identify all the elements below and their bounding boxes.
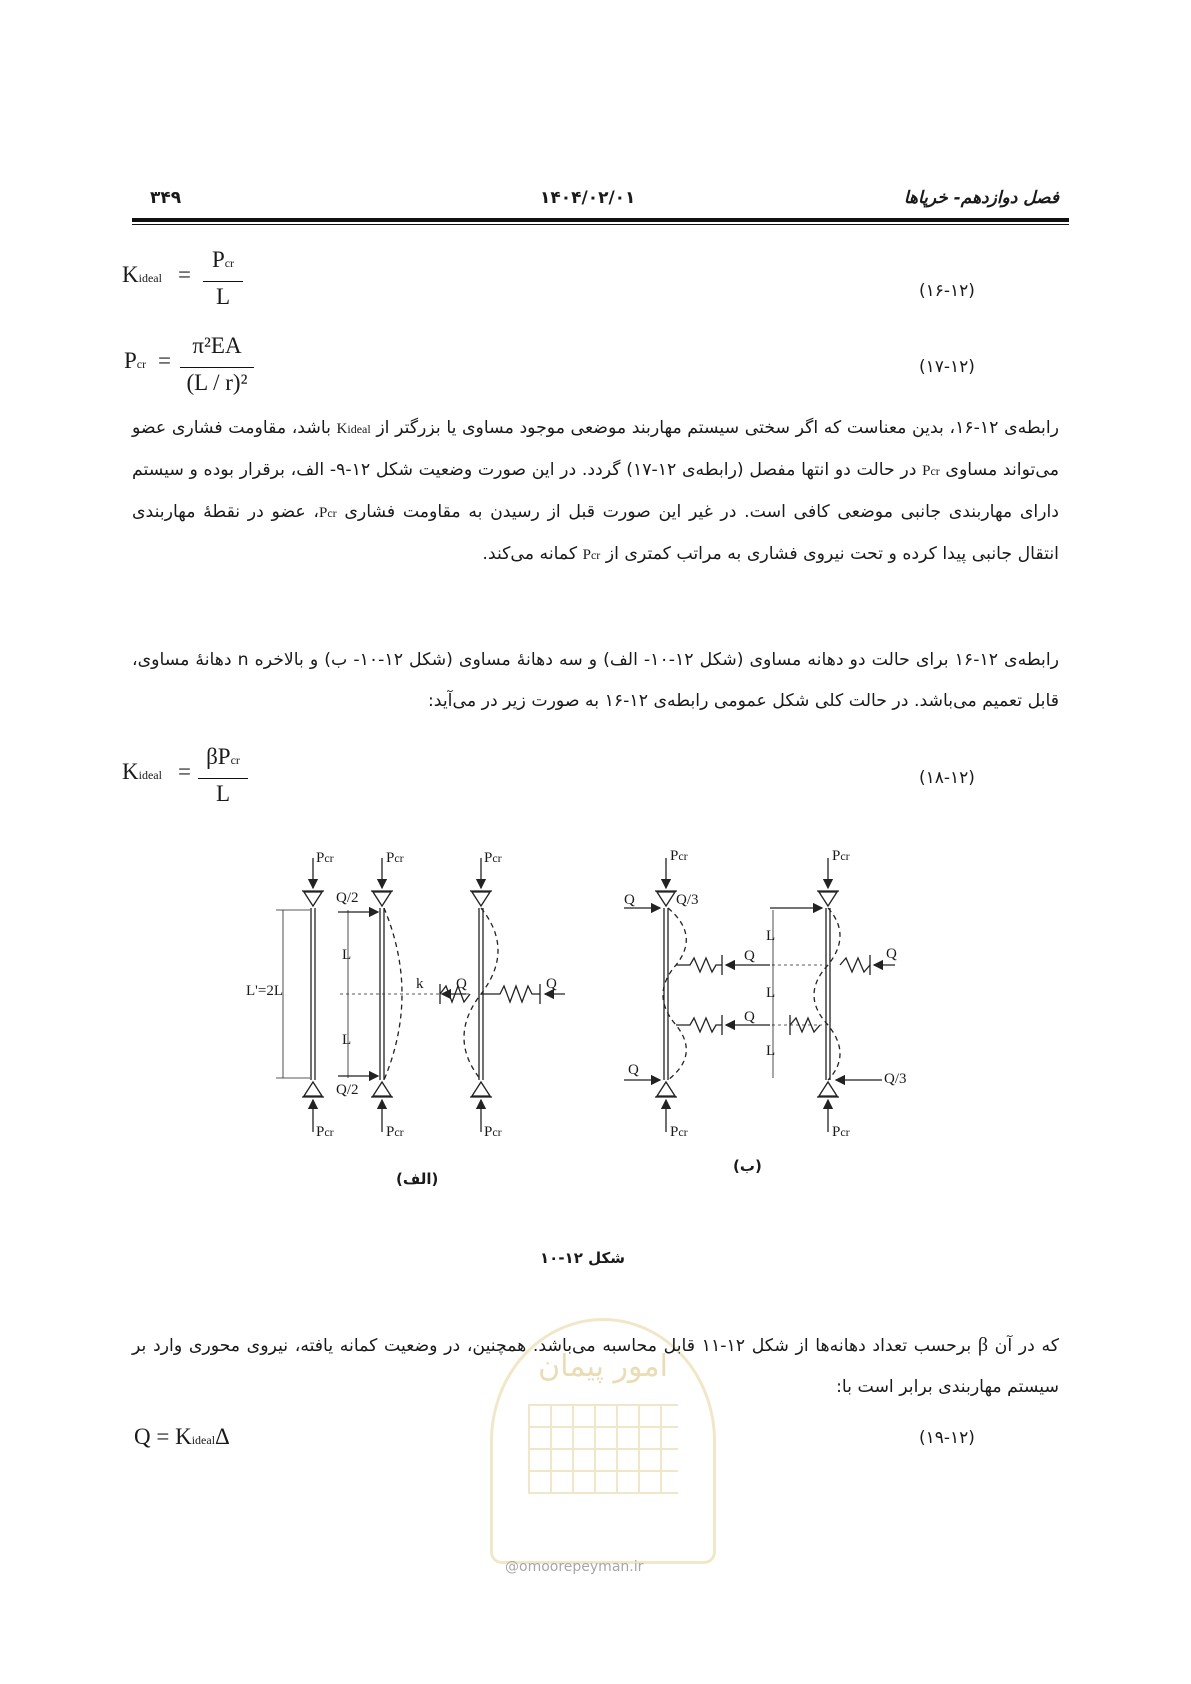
third-force-label: Q/3	[676, 892, 699, 908]
load-label: Pcr	[386, 850, 404, 866]
equation-18-number: (۱۸-۱۲)	[919, 768, 975, 788]
equation-19-number: (۱۹-۱۲)	[919, 1428, 975, 1448]
equation-16: Kideal	[122, 262, 162, 287]
equation-17-number: (۱۷-۱۲)	[919, 357, 975, 377]
span-length-label: L	[766, 928, 776, 944]
equation-18-denominator: L	[215, 781, 231, 806]
equation-16-denominator: L	[215, 284, 231, 309]
span-length-label: L	[342, 947, 352, 963]
load-label: Pcr	[484, 1124, 502, 1140]
load-label: Pcr	[484, 850, 502, 866]
load-label: Pcr	[316, 1124, 334, 1140]
paragraph-1: رابطه‌ی ۱۲-۱۶، بدین معناست که اگر سختی سیستم مهاربند موضعی موجود مساوی یا بزرگتر از Kideal باشد، مقاومت فشاری عضو می‌تواند مساوی Pcr در حالت دو انتها مفصل (رابطه‌ی ۱۲-۱۷) گردد. در این صورت وضعیت شکل ۱۲-۹- الف، برقرار بوده و سیستم دارای مهاربندی جانبی موضعی کافی است. در غیر این صورت قبل از رسیدن به مقاومت فشاری Pcr، عضو در نقطهٔ مهاربندی انتقال جانبی پیدا کرده و تحت نیروی فشاری به مراتب کمتری از Pcr کمانه می‌کند.	[132, 418, 1060, 564]
watermark-logo-text: امور پیمان	[538, 1349, 668, 1384]
equation-17-numerator: π²EA	[192, 333, 242, 358]
third-force-label: Q/3	[884, 1071, 907, 1087]
force-label: Q	[456, 976, 467, 992]
force-label: Q	[744, 948, 755, 964]
total-length-label: L'=2L	[246, 983, 283, 999]
force-label: Q	[628, 1062, 639, 1078]
half-force-label: Q/2	[336, 890, 359, 906]
equation-16-numerator: Pcr	[211, 247, 235, 272]
span-length-label: L	[766, 985, 776, 1001]
load-label: Pcr	[670, 848, 688, 864]
load-label: Pcr	[832, 1124, 850, 1140]
paragraph-3: که در آن β برحسب تعداد دهانه‌ها از شکل ۱۲-۱۱ قابل محاسبه می‌باشد. همچنین، در وضعیت کمانه یافته، نیروی محوری وارد بر سیستم مهاربندی برابر است با:	[132, 1334, 1059, 1397]
equation-18-numerator: βPcr	[206, 744, 240, 769]
force-label: Q	[546, 976, 557, 992]
paragraph-2: رابطه‌ی ۱۲-۱۶ برای حالت دو دهانه مساوی (شکل ۱۲-۱۰- الف) و سه دهانهٔ مساوی (شکل ۱۲-۱۰- ب) و بالاخره n دهانهٔ مساوی، قابل تعمیم می‌باشد. در حالت کلی شکل عمومی رابطه‌ی ۱۲-۱۶ به صورت زیر در می‌آید:	[132, 650, 1059, 711]
force-label: Q	[744, 1009, 755, 1025]
load-label: Pcr	[386, 1124, 404, 1140]
force-label: Q	[886, 946, 897, 962]
watermark-grid	[528, 1404, 678, 1494]
figure-caption: شکل ۱۲-۱۰	[540, 1249, 625, 1267]
figure-label-a: (الف)	[396, 1170, 439, 1188]
half-force-label: Q/2	[336, 1082, 359, 1098]
chapter-title: فصل دوازدهم- خرپاها	[903, 188, 1059, 208]
equation-19: Q = KidealΔ	[134, 1424, 230, 1449]
load-label: Pcr	[316, 850, 334, 866]
span-length-label: L	[766, 1043, 776, 1059]
equation-17-denominator: (L / r)²	[186, 370, 248, 395]
figure-label-b: (ب)	[733, 1157, 762, 1175]
equation-16-number: (۱۶-۱۲)	[919, 281, 975, 301]
span-length-label: L	[342, 1032, 352, 1048]
force-label: Q	[624, 892, 635, 908]
watermark-site: @omoorepeyman.ir	[505, 1559, 644, 1575]
load-label: Pcr	[670, 1124, 688, 1140]
equation-18: Kideal	[122, 759, 162, 784]
header-date: ۱۴۰۴/۰۲/۰۱	[540, 188, 636, 208]
load-label: Pcr	[832, 848, 850, 864]
spring-label: k	[416, 976, 424, 992]
equation-17: Pcr	[124, 348, 147, 373]
page-number: ۳۴۹	[150, 188, 182, 208]
